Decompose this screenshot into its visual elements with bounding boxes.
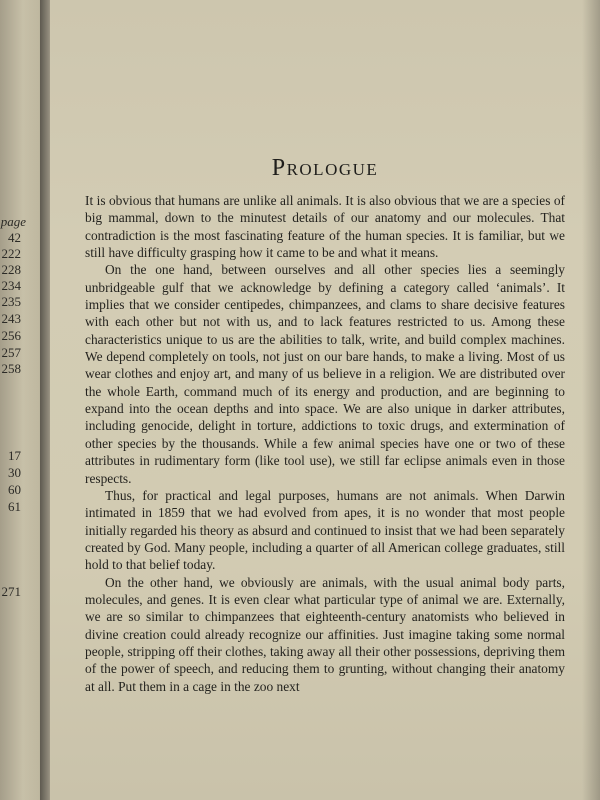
toc-page-number: 258 xyxy=(1,361,21,376)
chapter-body xyxy=(85,192,565,695)
toc-page-number: 222 xyxy=(1,246,21,261)
chapter-title: Prologue xyxy=(271,155,379,181)
toc-page-number: 61 xyxy=(8,499,21,514)
toc-page-number: 228 xyxy=(1,262,21,277)
book-page xyxy=(50,0,600,800)
toc-page-number: 271 xyxy=(1,584,21,599)
toc-page-number: 257 xyxy=(1,345,21,360)
paragraph: It is obvious that humans are unlike all animals. It is also obvious that we are a species of big mammal, down to the minutest details of our anatomy and our molecules. That contradiction is the most fascinating feature of the human species. It is familiar, but we still have difficulty grasping how it came to be and what it means. xyxy=(85,193,565,261)
page-edge-shadow xyxy=(582,0,600,800)
toc-page-number: 30 xyxy=(8,465,21,480)
toc-page-number: 17 xyxy=(8,448,21,463)
toc-page-number: 235 xyxy=(1,294,21,309)
toc-page-label: page xyxy=(0,214,26,229)
toc-page-number: 234 xyxy=(1,278,21,293)
paragraph: On the one hand, between ourselves and all other species lies a seemingly unbridgeable gulf that we acknowledge by defining a category called ‘animals’. It implies that we consider centipedes, chimpanzees, and clams to share decisive features with each other but not with us, and to lack features restricted to us. Among these characteristics unique to us are the abilities to talk, write, and build complex machines. We depend completely on tools, not just on our bare hands, to make a living. Most of us wear clothes and enjoy art, and many of us believe in a religion. We are distributed over the whole Earth, command much of its energy and production, and are beginning to expand into the ocean depths and into space. We are also unique in darker attributes, including genocide, delight in torture, addictions to toxic drugs, and extermination of other species by the thousands. While a few animal species have one or two of these attributes in rudimentary form (like tool use), we still far eclipse animals even in those respects. xyxy=(85,262,565,486)
toc-page-number: 256 xyxy=(1,328,21,343)
toc-page-number: 60 xyxy=(8,482,21,497)
paragraph: Thus, for practical and legal purposes, humans are not animals. When Darwin intimated in 1859 that we had evolved from apes, it is no wonder that most people initially regarded his theory as absurd and continued to insist that we had been separately created by God. Many people, including a quarter of all American college graduates, still hold to that belief today. xyxy=(85,487,565,573)
toc-page-number: 42 xyxy=(8,230,21,245)
toc-page-number: 243 xyxy=(1,311,21,326)
paragraph: On the other hand, we obviously are animals, with the usual animal body parts, molecules, and genes. It is even clear what particular type of animal we are. Externally, we are so similar to chimpanzees that eighteenth-century anatomists who believed in divine creation could already recognize our affinities. Just imagine taking some normal people, stripping off their clothes, taking away all their other possessions, depriving them of the power of speech, and reducing them to grunting, without changing their anatomy at all. Put them in a cage in the zoo next xyxy=(85,574,565,694)
